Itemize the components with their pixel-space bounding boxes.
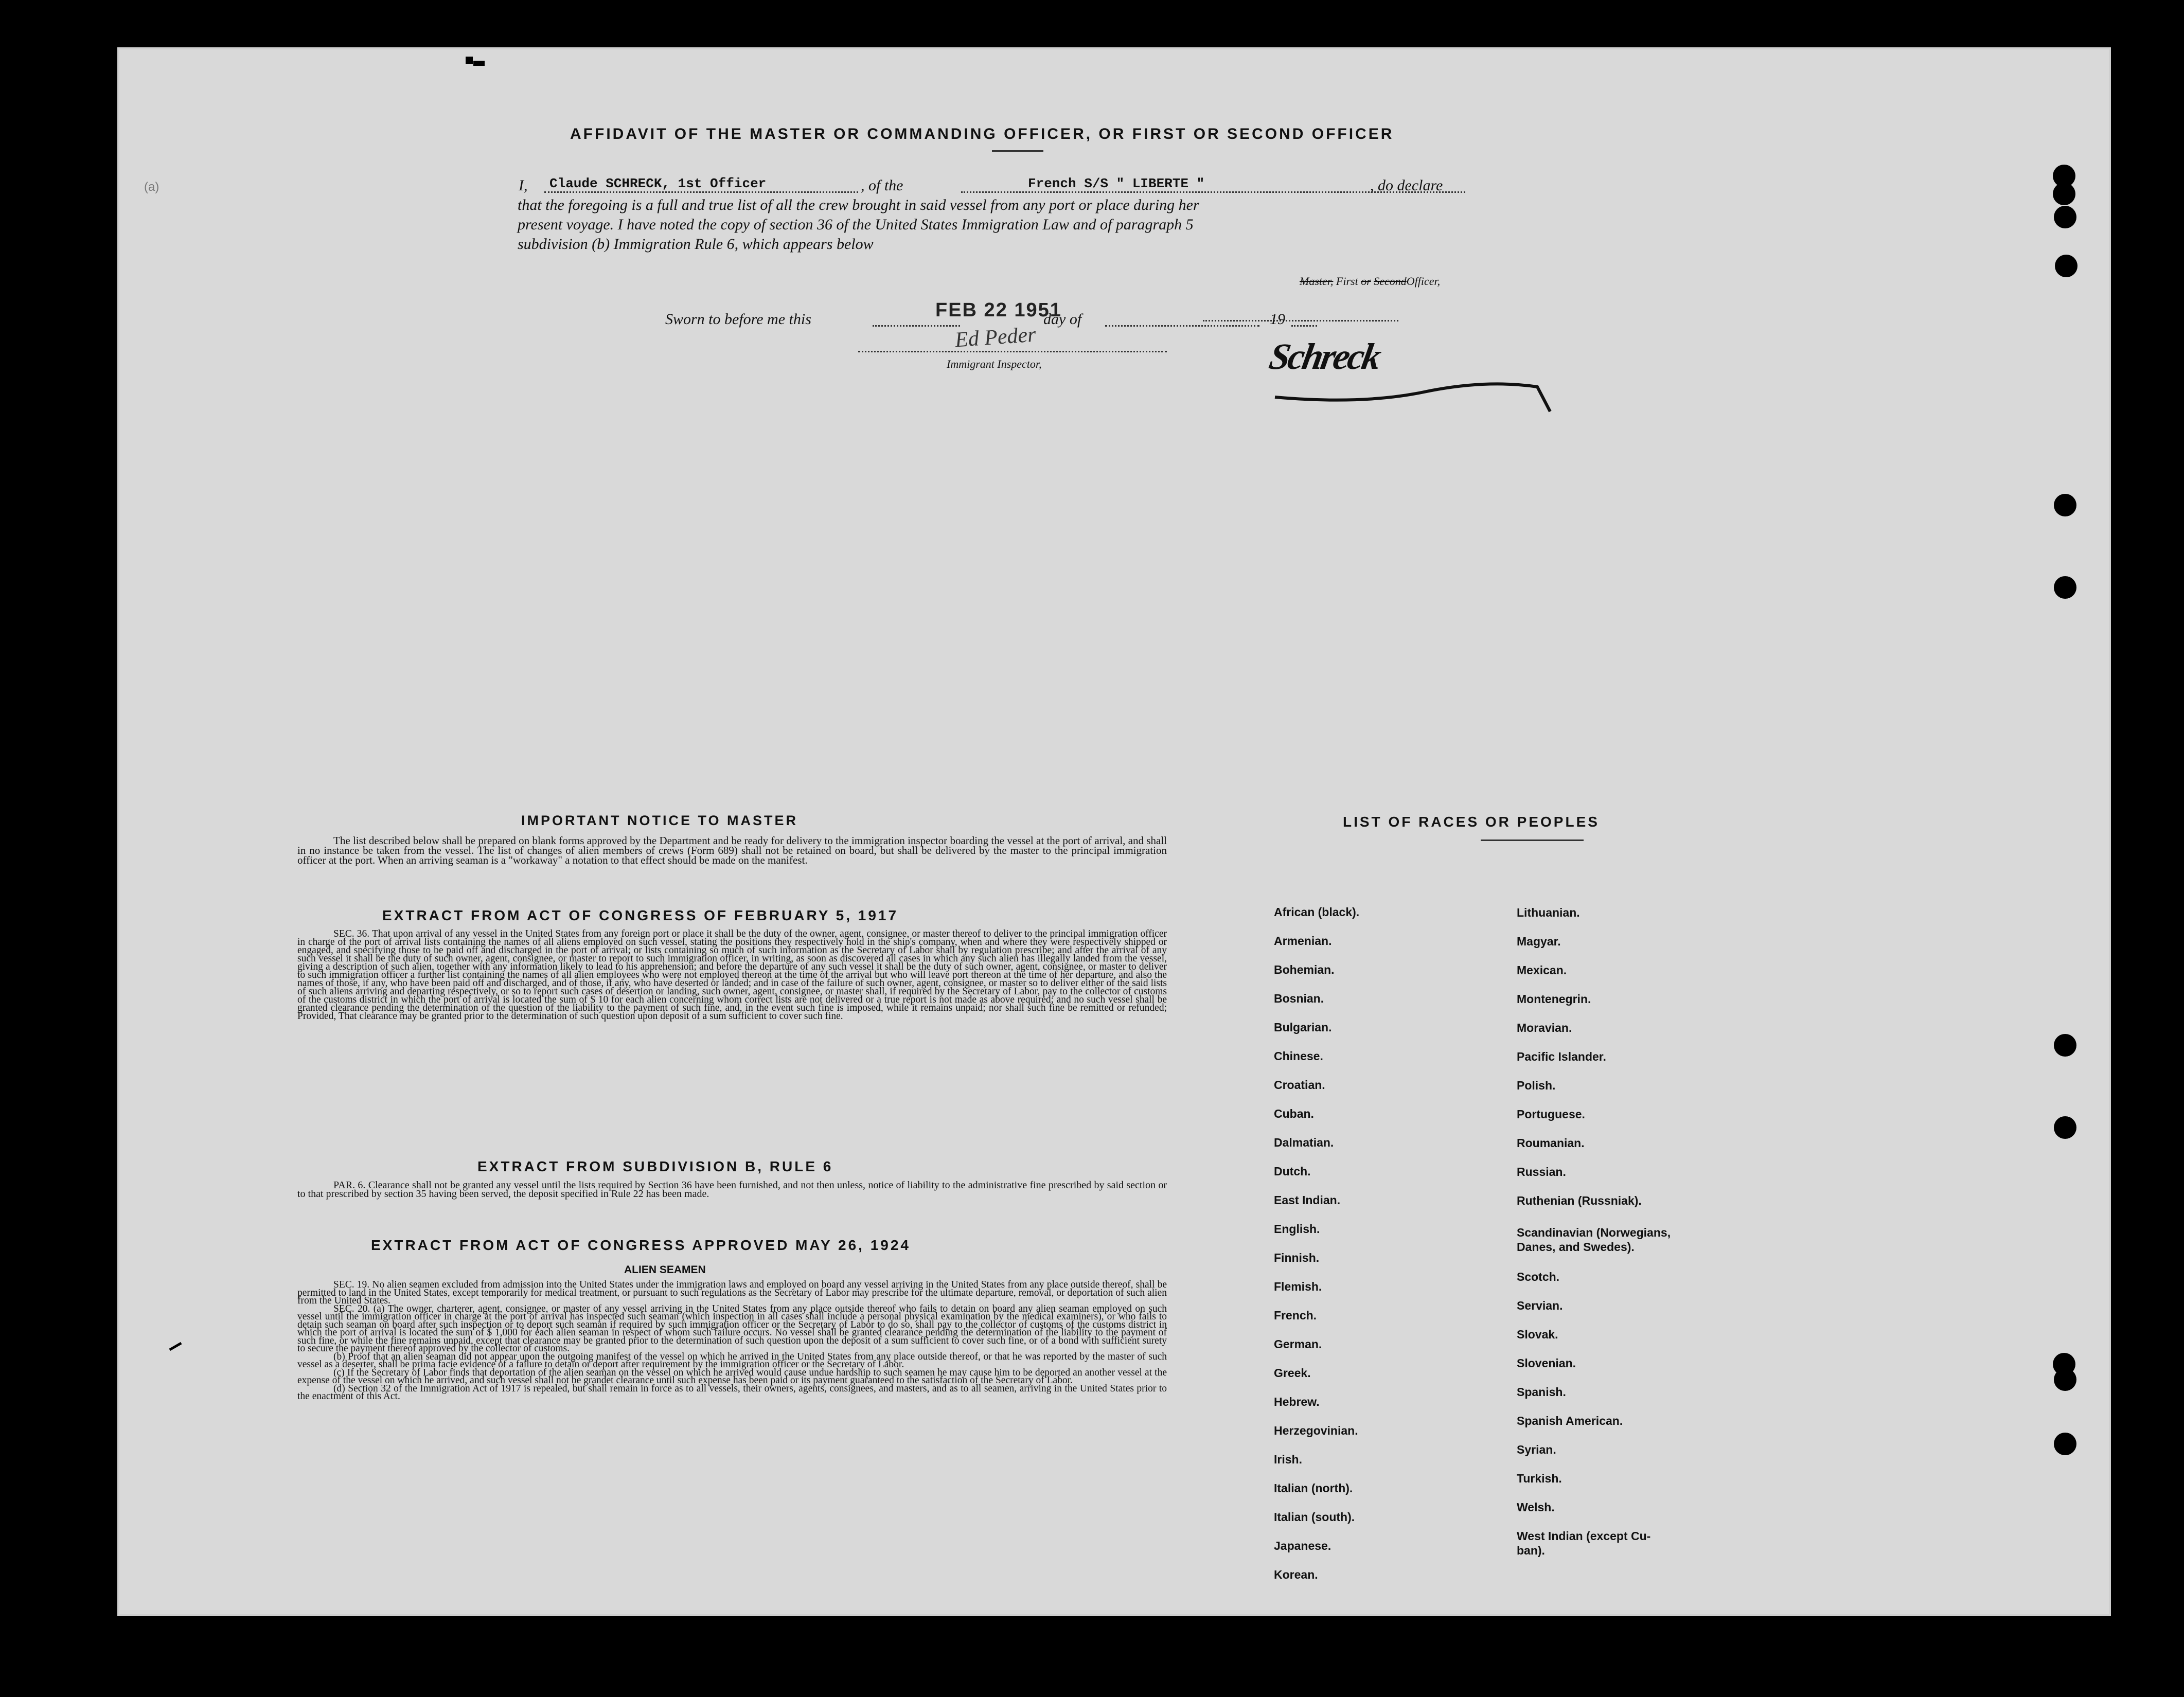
- role-or-struck: or: [1361, 275, 1371, 288]
- race-item: Greek.: [1274, 1366, 1311, 1380]
- race-item: Flemish.: [1274, 1280, 1322, 1293]
- punch-hole: [2054, 1116, 2076, 1139]
- extract-1917-title: EXTRACT FROM ACT OF CONGRESS OF FEBRUARY 5, 1917: [382, 907, 899, 923]
- declaration-line-3: present voyage. I have noted the copy of section 36 of the United States Immigration Law and of paragraph 5: [518, 216, 1194, 233]
- race-item: East Indian.: [1274, 1193, 1341, 1207]
- declaration-line-4: subdivision (b) Immigration Rule 6, which appears below: [518, 236, 874, 253]
- top-mark: [466, 57, 473, 64]
- extract-1924-title: EXTRACT FROM ACT OF CONGRESS APPROVED MAY 26, 1924: [371, 1237, 911, 1253]
- year-prefix: 19: [1270, 311, 1285, 328]
- race-item: Chinese.: [1274, 1049, 1323, 1063]
- extract-1924-body: [297, 1281, 1167, 1401]
- race-item: Italian (north).: [1274, 1481, 1353, 1495]
- race-item: Lithuanian.: [1517, 906, 1580, 919]
- punch-hole: [2054, 576, 2076, 599]
- race-item: Moravian.: [1517, 1021, 1572, 1034]
- race-item: Russian.: [1517, 1165, 1566, 1178]
- inspector-label: Immigrant Inspector,: [947, 358, 1042, 370]
- role-first: First: [1336, 275, 1358, 288]
- race-item: Hebrew.: [1274, 1395, 1320, 1408]
- race-item: Cuban.: [1274, 1107, 1314, 1120]
- officer-role: [1300, 275, 1440, 288]
- sworn-text: Sworn to before me this: [665, 311, 811, 328]
- affidavit-title: AFFIDAVIT OF THE MASTER OR COMMANDING OFFICER, OR FIRST OR SECOND OFFICER: [570, 126, 1394, 142]
- race-item: Japanese.: [1274, 1539, 1331, 1552]
- race-item: Scandinavian (Norwegians, Danes, and Swedes).: [1517, 1226, 1671, 1254]
- section-20a: SEC. 20. (a) The owner, charterer, agent, consignee, or master of any vessel arriving in the United States from any place outside thereof who fails to detain on board any alien seaman employed on such vessel until the immigration officer in charge at the port of arrival has inspected such seaman (which inspection in all cases shall include a personal physical examination by the medical examiners), or who fails to detain such seaman on board after such inspection or to deport such seaman if required by such immigration officer or the Secretary of Labor to do so, shall pay to the collector of customs of the customs district in which the port of arrival is located the sum of $ 1,000 for each alien seaman in respect of whom such failure occurs. No vessel shall be granted clearance pending the determination of the liability to the payment of such fine, or while the fine remains unpaid, except that clearance may be granted prior to the determination of such question upon the deposit of a sum sufficient to cover such fine, or of a bond with sufficient surety to secure the payment thereof approved by the collector of customs.: [297, 1303, 1167, 1354]
- race-item: Italian (south).: [1274, 1510, 1355, 1524]
- race-item: West Indian (except Cu- ban).: [1517, 1529, 1651, 1557]
- punch-hole: [2054, 1433, 2076, 1455]
- section-20d: (d) Section 32 of the Immigration Act of 1917 is repealed, but shall remain in force as to all vessels, their owners, agents, consignees, and masters, and as to all seamen, arriving in the United States prior to the enactment of this Act.: [297, 1383, 1167, 1402]
- races-title: LIST OF RACES OR PEOPLES: [1343, 814, 1600, 830]
- subdivision-title: EXTRACT FROM SUBDIVISION B, RULE 6: [477, 1158, 833, 1174]
- punch-hole: [2055, 255, 2078, 277]
- role-officer: Officer,: [1406, 275, 1441, 288]
- officer-signature-flourish: [1270, 356, 1558, 413]
- punch-hole: [2054, 1034, 2076, 1057]
- date-stamp: FEB 22 1951: [935, 299, 1062, 321]
- role-second-struck: Second: [1374, 275, 1407, 288]
- section-20c: (c) If the Secretary of Labor finds that deportation of the alien seaman on the vessel on which he arrived would cause undue hardship to such seamen he may cause him to be deported an another vessel at the expense of the vessel on which he arrived, and such vessel shall not be grandet clearance until such expense has been paid or its payment guaranteed to the satisfaction of the Secretary of Labor.: [297, 1367, 1167, 1386]
- race-item: Bosnian.: [1274, 992, 1324, 1005]
- race-item: Welsh.: [1517, 1500, 1555, 1514]
- race-item: Bulgarian.: [1274, 1021, 1332, 1034]
- notice-body: The list described below shall be prepared on blank forms approved by the Department and be ready for delivery to the immigration inspector boarding the vessel at the port of arrival, and shall in no instance be taken from the vessel. The list of changes of alien members of crews (Form 689) shall not be retained on board, but shall be delivered by the master to the principal immigration officer at the port. When an arriving seaman is a "workaway" a notation to that effect should be made on the manifest.: [297, 834, 1167, 866]
- punch-hole: [2054, 494, 2076, 516]
- role-master-struck: Master,: [1300, 275, 1334, 288]
- year-line: [1291, 325, 1317, 327]
- race-item: Syrian.: [1517, 1443, 1556, 1456]
- race-item: African (black).: [1274, 905, 1360, 919]
- race-item: Roumanian.: [1517, 1136, 1585, 1150]
- section-19: SEC. 19. No alien seamen excluded from admission into the United States under the immigration laws and employed on board any vessel arriving in the United States from any place outside thereof, shall be permitted to land in the United States, except temporarily for medical treatment, or pursuant to such regulations as the Secretary of Labor may prescribe for the ultimate departure, removal, or deportation of such alien from the United States.: [297, 1279, 1167, 1306]
- declaration-of-the: , of the: [861, 177, 903, 194]
- officer-signature-line: [1203, 320, 1398, 321]
- inspector-line: [858, 351, 1167, 352]
- day-of-text: day of: [1043, 311, 1082, 328]
- race-item: Pacific Islander.: [1517, 1050, 1606, 1063]
- race-item: Slovenian.: [1517, 1356, 1576, 1370]
- race-item: Montenegrin.: [1517, 992, 1591, 1006]
- sworn-date-line: [873, 325, 960, 327]
- race-item: French.: [1274, 1309, 1317, 1322]
- declaration-i: I,: [519, 177, 528, 194]
- section-20b: (b) Proof that an alien seaman did not appear upon the outgoing manifest of the vessel on which he arrived in the United States from any place outside thereof, or that he was reported by the master of such vessel as a deserter, shall be prima facie evidence of a failure to detain or deport after requirement by the immigration officer or the Secretary of Labor.: [297, 1351, 1167, 1370]
- race-item: Spanish American.: [1517, 1414, 1623, 1427]
- race-item: Magyar.: [1517, 935, 1561, 948]
- race-item: Slovak.: [1517, 1328, 1558, 1341]
- month-line: [1105, 325, 1259, 327]
- race-item: Irish.: [1274, 1453, 1302, 1466]
- race-item: Korean.: [1274, 1568, 1318, 1581]
- declaration-do-declare: , do declare: [1370, 177, 1443, 194]
- extract-1924-subtitle: ALIEN SEAMEN: [624, 1264, 706, 1276]
- document-page: [117, 47, 2111, 1616]
- race-item: Croatian.: [1274, 1078, 1325, 1092]
- race-item: Spanish.: [1517, 1385, 1566, 1399]
- race-item: Finnish.: [1274, 1251, 1320, 1264]
- punch-hole: [2054, 206, 2076, 228]
- officer-name-field: Claude SCHRECK, 1st Officer: [544, 176, 858, 193]
- race-item: Dutch.: [1274, 1165, 1311, 1178]
- vessel-name-field: French S/S " LIBERTE ": [961, 176, 1465, 193]
- margin-note: (a): [144, 180, 159, 194]
- race-item: German.: [1274, 1337, 1322, 1351]
- title-underline: [992, 150, 1043, 152]
- race-item: Herzegovinian.: [1274, 1424, 1358, 1437]
- race-item: Servian.: [1517, 1299, 1563, 1312]
- notice-title: IMPORTANT NOTICE TO MASTER: [521, 813, 798, 828]
- inspector-signature: Ed Peder: [954, 323, 1037, 352]
- race-item: Dalmatian.: [1274, 1136, 1334, 1149]
- race-item: Polish.: [1517, 1079, 1556, 1092]
- top-mark: [473, 61, 485, 66]
- race-item: Mexican.: [1517, 963, 1567, 977]
- races-title-underline: [1481, 839, 1584, 841]
- race-item: Portuguese.: [1517, 1107, 1585, 1121]
- race-item: Turkish.: [1517, 1472, 1562, 1485]
- punch-hole: [2054, 1368, 2076, 1391]
- race-item: English.: [1274, 1222, 1320, 1236]
- race-item: Armenian.: [1274, 934, 1332, 948]
- race-item: Bohemian.: [1274, 963, 1335, 976]
- race-item: Ruthenian (Russniak).: [1517, 1194, 1642, 1207]
- extract-1917-body: SEC. 36. That upon arrival of any vessel in the United States from any foreign port or place it shall be the duty of the owner, agent, consignee, or master thereof to deliver to the principal immigration officer in charge of the port of arrival lists containing the names of all aliens employed on such vessel, stating the positions they respectively hold in the ship's company, when and where they were respectively shipped or engaged, and specifying those to be paid off and discharged in the port of arrival; or lists containing so much of such information as the Secretary of Labor shall by regulation prescribe; and after the arrival of any such vessel it shall be the duty of such owner, agent, consignee, or master to report to such immigration officer, in writing, as soon as discovered all cases in which any such alien has illegally landed from the vessel, giving a description of such alien, together with any information likely to lead to his apprehension; and before the departure of any such vessel it shall be the duty of such owner, agent, consignee, or master to deliver to such immigration officer a further list containing the names of all alien employees who were not employed thereon at the time of the arrival but who will leave port thereon at the time of her departure, and also the names of those, if any, who have been paid off and discharged, and of those, if any, who have deserted or landed; and in case of the failure of such owner, agent, consignee, or master so to deliver either of the said lists of such aliens arriving and departing respectively, or so to report such cases of desertion or landing, such owner, agent, consignee, or master shall, if required by the Secretary of Labor, pay to the collector of customs of the customs district in which the port of arrival is located the sum of $ 10 for each alien concerning whom correct lists are not delivered or a true report is not made as above required; and no such vessel shall be granted clearance pending the determination of the question of the liability to the payment of such fine, and, in the event such fine is imposed, while it remains unpaid; nor shall such fine be remitted or refunded; Provided, That clearance may be granted prior to the determination of such question upon deposit of a sum sufficient to cover such fine.: [297, 928, 1167, 1022]
- race-item: Scotch.: [1517, 1270, 1560, 1283]
- punch-hole: [2053, 183, 2075, 205]
- declaration-line-2: that the foregoing is a full and true list of all the crew brought in said vessel from any port or place during her: [518, 197, 1199, 213]
- officer-signature: Schreck: [1266, 336, 1383, 377]
- subdivision-body: PAR. 6. Clearance shall not be granted any vessel until the lists required by Section 36 have been furnished, and not then unless, notice of liability to the administrative fine prescribed by said section or to that prescribed by section 35 having been served, the deposit specified in Rule 22 has been made.: [297, 1180, 1167, 1200]
